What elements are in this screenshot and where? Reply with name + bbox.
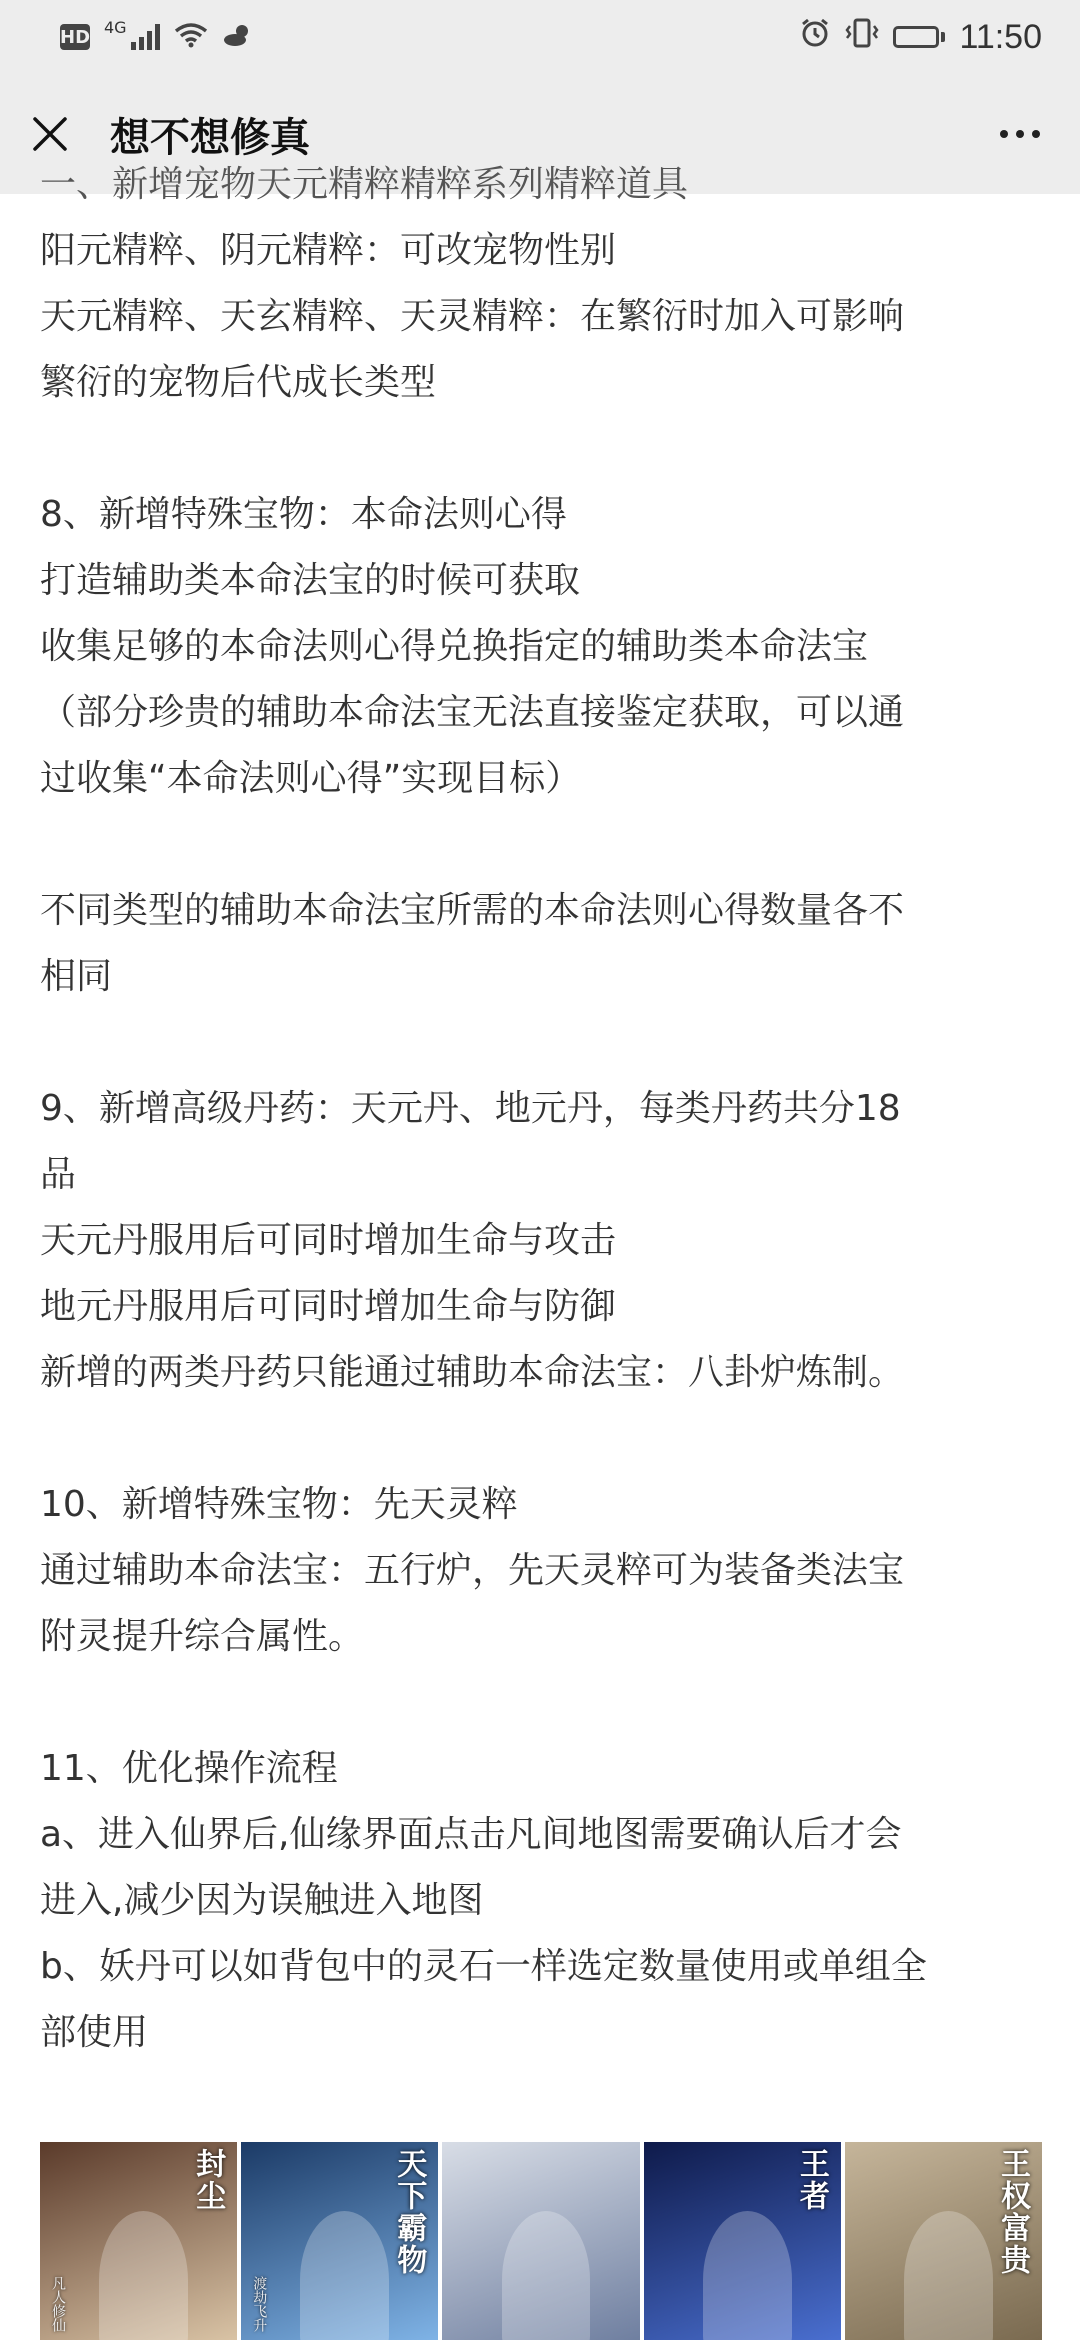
cover-figure: [502, 2211, 591, 2350]
ad-banner[interactable]: [40, 2142, 1042, 2340]
more-icon-dot: [1032, 130, 1040, 138]
book-cover[interactable]: [241, 2142, 438, 2340]
article-paragraph: 过收集“本命法则心得”实现目标）: [40, 758, 582, 799]
article-paragraph: 11、优化操作流程: [40, 1748, 338, 1789]
status-left: [60, 18, 254, 56]
battery-icon: [893, 26, 945, 48]
alarm-icon: [799, 17, 831, 57]
article-paragraph: 8、新增特殊宝物：本命法则心得: [40, 494, 567, 535]
cover-subtitle: 渡劫飞升: [251, 2276, 268, 2332]
book-cover[interactable]: [845, 2142, 1042, 2340]
article-scroll-area[interactable]: [0, 164, 1080, 2340]
book-cover[interactable]: [40, 2142, 237, 2340]
article-paragraph: 地元丹服用后可同时增加生命与防御: [40, 1286, 617, 1327]
cover-figure: [904, 2211, 993, 2350]
article-paragraph: 10、新增特殊宝物：先天灵粹: [40, 1484, 518, 1525]
article-paragraph: b、妖丹可以如背包中的灵石一样选定数量使用或单组全: [40, 1946, 927, 1987]
article-paragraph: a、进入仙界后,仙缘界面点击凡间地图需要确认后才会: [40, 1814, 902, 1855]
article-paragraph: 附灵提升综合属性。: [40, 1616, 365, 1657]
book-cover[interactable]: [442, 2142, 639, 2340]
book-cover[interactable]: [644, 2142, 841, 2340]
article-paragraph-cut: 一、新增宠物天元精粹精粹系列精粹道具: [40, 164, 689, 205]
article-paragraph: 品: [40, 1154, 77, 1195]
more-icon-dot: [1016, 130, 1024, 138]
article-paragraph: [40, 1406, 1045, 1472]
article-paragraph: 阳元精粹、阴元精粹：可改宠物性别: [40, 230, 617, 271]
cover-figure: [300, 2211, 389, 2350]
status-bar: [0, 0, 1080, 74]
article-paragraph: （部分珍贵的辅助本命法宝无法直接鉴定获取，可以通: [40, 692, 905, 733]
article-paragraph: 进入,减少因为误触进入地图: [40, 1880, 484, 1921]
cover-title: 封尘: [190, 2148, 226, 2212]
hd-badge: HD: [60, 24, 90, 50]
network-type: 4G: [104, 17, 127, 37]
clock-time: 11:50: [959, 17, 1042, 56]
article-paragraph: 不同类型的辅助本命法宝所需的本命法则心得数量各不: [40, 890, 905, 931]
article-paragraph: [40, 416, 1045, 482]
article-paragraph: 新增的两类丹药只能通过辅助本命法宝：八卦炉炼制。: [40, 1352, 905, 1393]
close-icon: [32, 116, 68, 152]
article-paragraph: 9、新增高级丹药：天元丹、地元丹，每类丹药共分18: [40, 1088, 901, 1129]
article-body: [40, 152, 1045, 2066]
article-paragraph: 繁衍的宠物后代成长类型: [40, 362, 437, 403]
article-paragraph: 天元精粹、天玄精粹、天灵精粹：在繁衍时加入可影响: [40, 296, 905, 337]
wifi-icon: [174, 18, 208, 56]
article-paragraph: 部使用: [40, 2012, 149, 2053]
status-right: [799, 17, 1042, 57]
article-paragraph: [40, 812, 1045, 878]
article-paragraph: 通过辅助本命法宝：五行炉，先天灵粹可为装备类法宝: [40, 1550, 905, 1591]
cover-title: 天下霸物: [391, 2148, 427, 2276]
cover-figure: [703, 2211, 792, 2350]
cover-subtitle: 凡人修仙: [50, 2276, 66, 2332]
cover-title: 王权富贵: [995, 2148, 1031, 2276]
close-button[interactable]: [30, 114, 70, 154]
article-paragraph: 打造辅助类本命法宝的时候可获取: [40, 560, 581, 601]
article-paragraph: 相同: [40, 956, 113, 997]
article-paragraph: [40, 1670, 1045, 1736]
cover-figure: [99, 2211, 188, 2350]
weather-icon: [222, 18, 254, 56]
more-icon-dot: [1000, 130, 1008, 138]
signal-icon: [131, 24, 160, 50]
more-button[interactable]: [990, 114, 1050, 154]
page-title: 想不想修真: [110, 114, 310, 161]
article-paragraph: 天元丹服用后可同时增加生命与攻击: [40, 1220, 617, 1261]
vibrate-icon: [845, 17, 879, 57]
article-paragraph: 收集足够的本命法则心得兑换指定的辅助类本命法宝: [40, 626, 869, 667]
article-paragraph: [40, 1010, 1045, 1076]
cover-title: 王者: [793, 2148, 829, 2212]
